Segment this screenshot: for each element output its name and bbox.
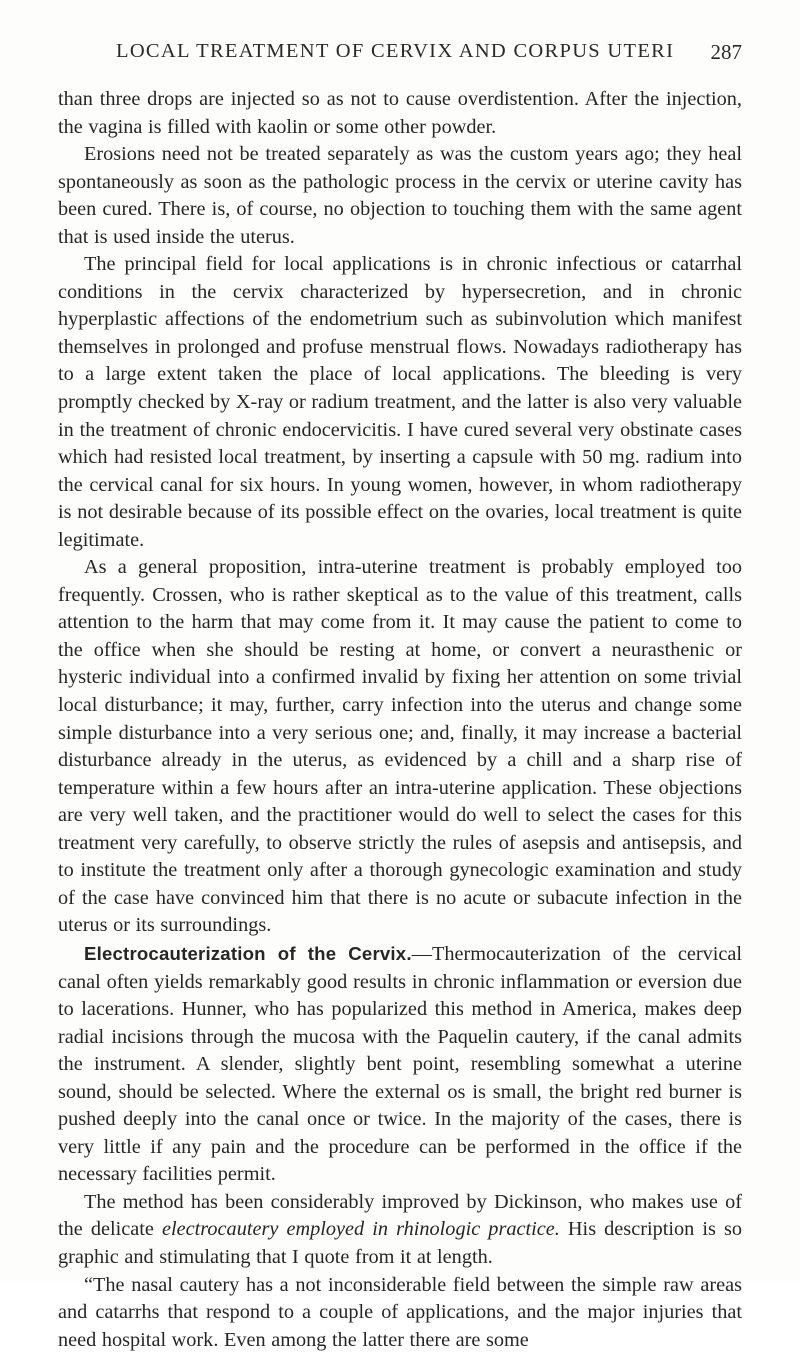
paragraph-quotation: “The nasal cautery has a not inconsiderable field between the simple raw areas and catarrhs that respond to a couple of applications, and the major injuries that need hospital work. Even among the latter there are some	[58, 1273, 742, 1351]
paragraph-erosions: Erosions need not be treated separately as was the custom years ago; they heal spontaneously as soon as the pathologic process in the cervix or uterine cavity has been cured. There is, of course, no objection to touching them with the same agent that is used inside the uterus.	[58, 143, 742, 248]
dickinson-text-end: His description is so graphic and stimulating that I quote from it at length.	[58, 1218, 742, 1268]
electrocauterization-text: —Thermocauterization of the cervical canal often yields remarkably good results in chronic inflammation or eversion due to lacerations. Hunner, who has popularized this method in America, makes deep radial incisions through the mucosa with the Paquelin cautery, if the canal admits the instrument. A slender, slightly bent point, resembling somewhat a uterine sound, should be selected. Where the external os is small, the bright red burner is pushed deeply into the canal once or twice. In the majority of the cases, there is very little if any pain and the procedure can be performed in the office if the necessary facilities permit.	[58, 942, 742, 1186]
section-heading: Electrocauterization of the Cervix.	[84, 942, 412, 964]
paragraph-dickinson-method	[58, 1189, 742, 1272]
dickinson-text-start: The method has been considerably improved by Dickinson, who makes use of the delicate	[58, 1190, 742, 1241]
running-title: LOCAL TREATMENT OF CERVIX AND CORPUS UTERI	[116, 40, 675, 62]
paragraph-continuation: than three drops are injected so as not to cause overdistention. After the injection, the vagina is filled with kaolin or some other powder.	[58, 88, 742, 138]
page-number: 287	[710, 40, 742, 64]
paragraph-electrocauterization	[58, 940, 742, 1189]
running-head	[0, 40, 800, 72]
body-text	[58, 86, 742, 1354]
paragraph-intrauterine-treatment: As a general proposition, intra-uterine treatment is probably employed too frequently. Crossen, who is rather skeptical as to the value of this treatment, calls attention to the harm that may come from it. It may cause the patient to come to the office when she should be resting at home, or convert a neurasthenic or hysteric individual into a confirmed invalid by fixing her attention on some trivial local disturbance; it may, further, carry infection into the uterus and change some simple disturbance into a very serious one; and, finally, it may increase a bacterial disturbance already in the uterus, as evidenced by a chill and a sharp rise of temperature within a few hours after an intra-uterine application. These objections are very well taken, and the practitioner would do well to select the cases for this treatment very carefully, to observe strictly the rules of asepsis and antisepsis, and to institute the treatment only after a thorough gynecologic examination and study of the case have convinced him that there is no acute or subacute infection in the uterus or its surroundings.	[58, 556, 742, 937]
paragraph-local-applications: The principal field for local applications is in chronic infectious or catarrhal conditions in the cervix characterized by hypersecretion, and in chronic hyperplastic affections of the endometrium such as subinvolution which manifest themselves in prolonged and profuse menstrual flows. Nowadays radiotherapy has to a large extent taken the place of local applications. The bleeding is very promptly checked by X-ray or radium treatment, and the latter is also very valuable in the treatment of chronic endocervicitis. I have cured several very obstinate cases which had resisted local treatment, by inserting a capsule with 50 mg. radium into the cervical canal for six hours. In young women, however, in whom radiotherapy is not desirable because of its possible effect on the ovaries, local treatment is quite legitimate.	[58, 253, 742, 551]
italic-phrase: electrocautery employed in rhinologic practice.	[162, 1218, 560, 1241]
